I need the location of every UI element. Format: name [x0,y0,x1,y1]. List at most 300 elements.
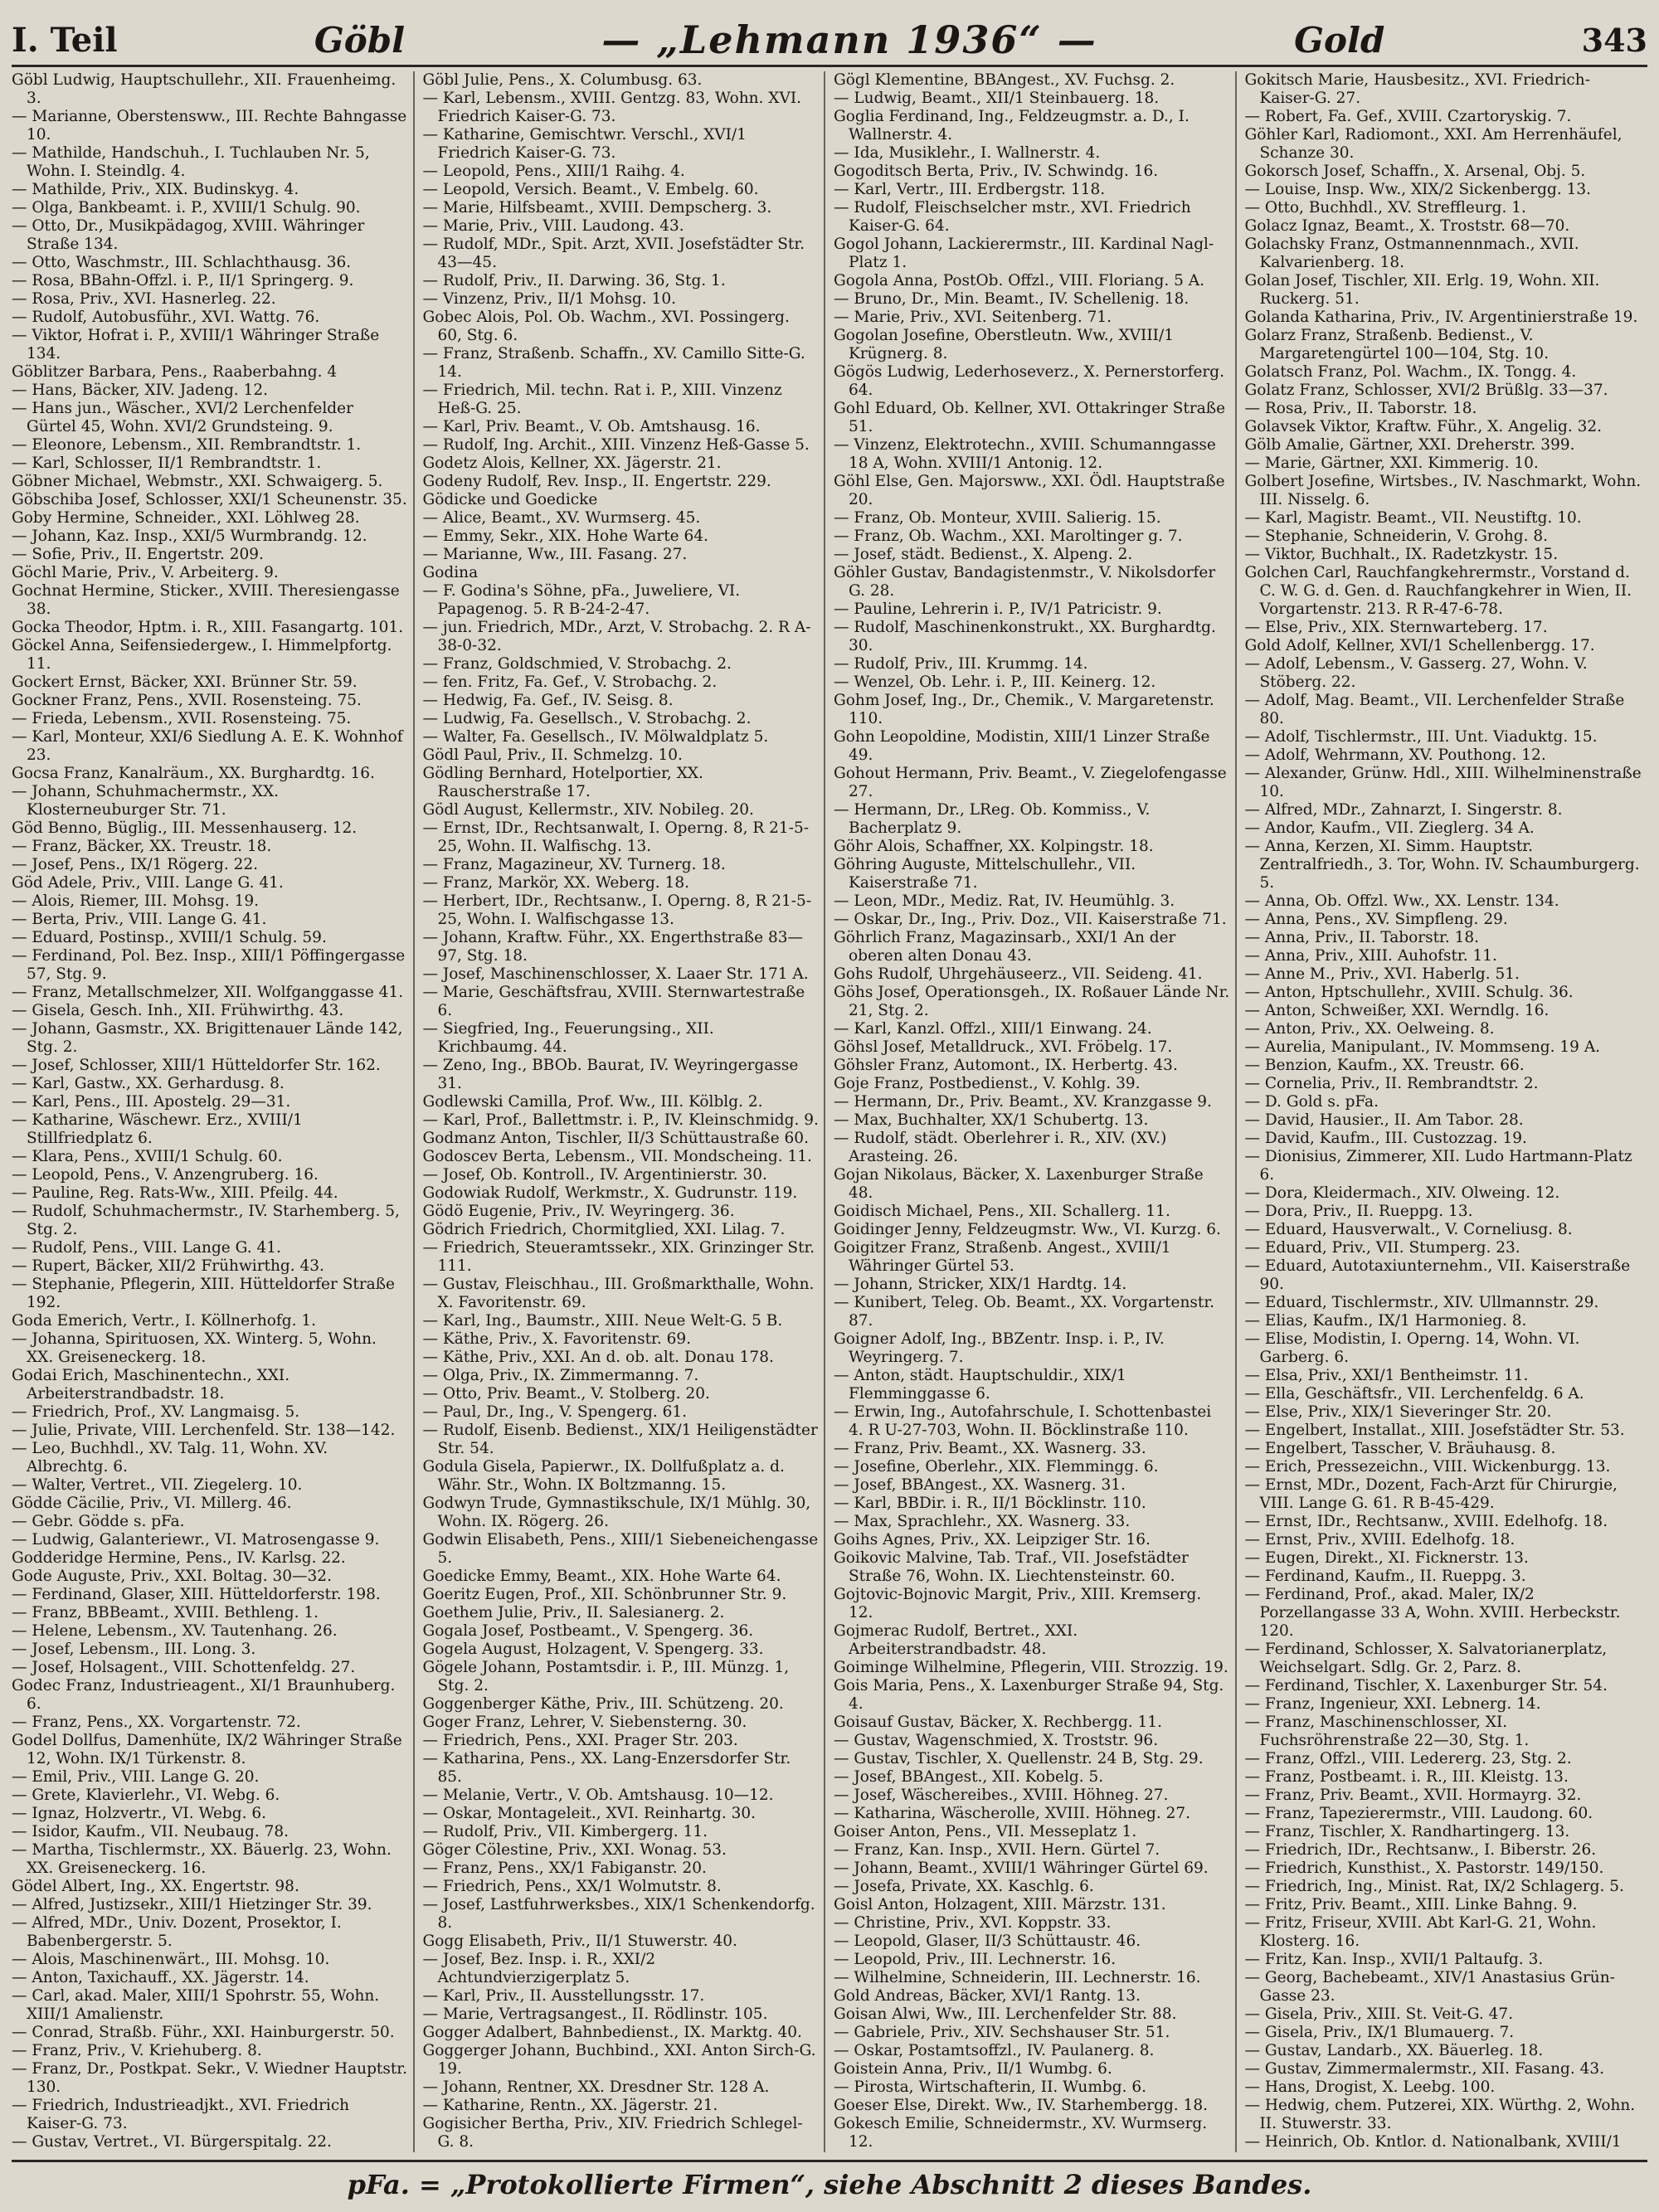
directory-entry: — Johann, Kraftw. Führ., XX. Engerthstraße 83—97, Stg. 18. [422,929,803,965]
directory-entry: Golavsek Viktor, Kraftw. Führ., X. Angelig. 32. [1244,418,1603,435]
directory-entry: — Otto, Waschmstr., III. Schlachthausg. 36. [12,254,352,271]
directory-entry: — Zeno, Ing., BBOb. Baurat, IV. Weyringergasse 31. [422,1057,799,1092]
directory-entry: Goidinger Jenny, Feldzeugmstr. Ww., VI. Kurzg. 6. [834,1221,1221,1238]
directory-entry: — Otto, Priv. Beamt., V. Stolberg. 20. [422,1385,710,1403]
first-entry-keyword: Göbl [314,19,406,61]
directory-entry: — Franz, Tapezierermstr., VIII. Laudong. 60. [1244,1805,1593,1822]
directory-entry: — Franz, Ob. Monteur, XVIII. Salierig. 15. [834,509,1161,527]
directory-entry: — Ferdinand, Glaser, XIII. Hütteldorferstr. 198. [12,1586,381,1603]
directory-entry: — Engelbert, Tasscher, V. Bräuhausg. 8. [1244,1440,1556,1457]
directory-entry: — Kunibert, Teleg. Ob. Beamt., XX. Vorgartenstr. 87. [834,1294,1215,1330]
directory-entry: — David, Kaufm., III. Custozzag. 19. [1244,1130,1527,1147]
directory-entry: — Else, Priv., XIX/1 Sieveringer Str. 20. [1244,1403,1552,1421]
directory-entry: — Martha, Tischlermstr., XX. Bäuerlg. 23, Wohn. XX. Greiseneckerg. 16. [12,1841,392,1877]
directory-entry: — Karl, Magistr. Beamt., VII. Neustiftg. 10. [1244,509,1582,527]
directory-entry: — Rudolf, Autobusführ., XVI. Wattg. 76. [12,309,320,326]
directory-entry: — Rudolf, Schuhmachermstr., IV. Starhemberg. 5, Stg. 2. [12,1203,400,1238]
directory-entry: Gödö Eugenie, Priv., IV. Weyringerg. 36. [422,1203,735,1220]
directory-entry: Gohout Hermann, Priv. Beamt., V. Ziegelofengasse 27. [834,765,1227,800]
page-number: 343 [1581,21,1647,59]
directory-entry: Godlewski Camilla, Prof. Ww., III. Kölblg. 2. [422,1093,763,1111]
last-entry-keyword: Gold [1294,19,1385,61]
directory-entry: — Stephanie, Pflegerin, XIII. Hütteldorfer Straße 192. [12,1276,395,1311]
directory-entry: — Viktor, Hofrat i. P., XVIII/1 Währinger Straße 134. [12,327,380,362]
directory-entry: — Wilhelmine, Schneiderin, III. Lechnerstr. 16. [834,1969,1201,1986]
directory-entry: Godula Gisela, Papierwr., IX. Dollfußplatz a. d. Währ. Str., Wohn. IX Boltzmanng. 15. [422,1458,785,1494]
directory-entry: — Herbert, IDr., Rechtsanw., I. Operng. 8, R 21-5-25, Wohn. I. Walfischgasse 13. [422,892,812,928]
directory-entry: Godetz Alois, Kellner, XX. Jägerstr. 21. [422,455,722,472]
directory-entry: — D. Gold s. pFa. [1244,1093,1379,1111]
directory-entry: — Karl, Priv. Beamt., V. Ob. Amtshausg. 16. [422,418,761,435]
directory-entry: — Conrad, Straßb. Führ., XXI. Hainburgerstr. 50. [12,2024,395,2041]
directory-entry: — Mathilde, Handschuh., I. Tuchlauben Nr. 5, Wohn. I. Steindlg. 4. [12,144,370,180]
directory-entry [12,2151,408,2152]
directory-entry: Godwyn Trude, Gymnastikschule, IX/1 Mühlg. 30, Wohn. IX. Rögerg. 26. [422,1495,811,1530]
directory-entry: — Alfred, MDr., Univ. Dozent, Prosektor, I. Babenbergerstr. 5. [12,1914,342,1950]
directory-entry: — Rudolf, MDr., Spit. Arzt, XVII. Josefstädter Str. 43—45. [422,236,805,271]
directory-entry: — Franz, Tischler, X. Randhartingerg. 13. [1244,1823,1570,1840]
directory-entry: — Bruno, Dr., Min. Beamt., IV. Schellenig. 18. [834,290,1190,308]
directory-entry: — Friedrich, Pens., XX/1 Wolmutstr. 8. [422,1878,722,1895]
directory-entry: Goidisch Michael, Pens., XII. Schallerg. 11. [834,1203,1170,1220]
directory-entry: — Johann, Stricker, XIX/1 Hardtg. 14. [834,1276,1127,1293]
page-header [12,15,1647,67]
directory-entry: Godmanz Anton, Tischler, II/3 Schüttaustraße 60. [422,1130,809,1147]
directory-entry: — Gebr. Gödde s. pFa. [12,1513,185,1530]
directory-entry: — Melanie, Vertr., V. Ob. Amtshausg. 10—12. [422,1787,774,1804]
directory-entry: Goda Emerich, Vertr., I. Köllnerhofg. 1. [12,1312,317,1330]
directory-entry: — Karl, Ing., Baumstr., XIII. Neue Welt-G. 5 B. [422,1312,783,1330]
publication-title: — „Lehmann 1936“ — [601,17,1097,62]
directory-entry: — Eduard, Autotaxiunternehm., VII. Kaiserstraße 90. [1244,1257,1631,1293]
directory-entry: Gogisicher Bertha, Priv., XIV. Friedrich Schlegel-G. 8. [422,2115,803,2151]
directory-entry: — Josef, Pens., IX/1 Rögerg. 22. [12,856,259,873]
directory-entry: — Fritz, Kan. Insp., XVII/1 Paltaufg. 3. [1244,1951,1544,1968]
directory-entry: — Fritz, Priv. Beamt., XIII. Linke Bahng. 9. [1244,1896,1578,1913]
directory-entry: — Gustav, Wagenschmied, X. Troststr. 96. [834,1732,1159,1749]
directory-entry: — Otto, Dr., Musikpädagog, XVIII. Währinger Straße 134. [12,217,365,253]
directory-entry: — Stephanie, Schneiderin, V. Grohg. 8. [1244,527,1549,545]
directory-entry: Godoscev Berta, Lebensm., VII. Mondscheing. 11. [422,1148,812,1165]
directory-entry: Gödl August, Kellermstr., XIV. Nobileg. 20. [422,801,754,819]
directory-entry: — Dora, Priv., II. Rueppg. 13. [1244,1203,1473,1220]
directory-entry: Gogolan Josefine, Oberstleutn. Ww., XVIII/1 Krügnerg. 8. [834,327,1174,362]
directory-entry: — Mathilde, Priv., XIX. Budinskyg. 4. [12,181,299,198]
directory-entry: Goethem Julie, Priv., II. Salesianerg. 2. [422,1604,725,1621]
directory-entry: — Eugen, Direkt., XI. Ficknerstr. 13. [1244,1549,1529,1567]
directory-entry: Godwin Elisabeth, Pens., XIII/1 Siebeneichengasse 5. [422,1531,819,1567]
directory-entry: Gohm Josef, Ing., Dr., Chemik., V. Margaretenstr. 110. [834,692,1214,727]
directory-entry: — Josef, BBAngest., XX. Wasnerg. 31. [834,1476,1126,1494]
directory-entry: — Dionisius, Zimmerer, XII. Ludo Hartmann-Platz 6. [1244,1148,1632,1184]
directory-entry: — Walter, Vertret., VII. Ziegelerg. 10. [12,1476,303,1494]
directory-entry: — Gustav, Tischler, X. Quellenstr. 24 B, Stg. 29. [834,1750,1204,1767]
directory-entry: — Friedrich, Mil. techn. Rat i. P., XIII. Vinzenz Heß-G. 25. [422,382,782,417]
directory-entry: — Gustav, Vertret., VI. Bürgerspitalg. 22. [12,2133,332,2151]
directory-entry: Gögös Ludwig, Lederhoseverz., X. Pernerstorferg. 64. [834,363,1224,399]
directory-entry: — Rudolf, Priv., III. Krummg. 14. [834,655,1088,673]
directory-entry: — Johann, Kaz. Insp., XXI/5 Wurmbrandg. 12. [12,527,367,545]
directory-entry: Gogger Adalbert, Bahnbedienst., IX. Marktg. 40. [422,2024,802,2041]
directory-entry: — Gisela, Priv., XIII. St. Veit-G. 47. [1244,2005,1514,2023]
directory-entry: Gogela August, Holzagent, V. Spengerg. 33. [422,1641,764,1658]
directory-entry: — Marie, Priv., VIII. Laudong. 43. [422,217,684,235]
directory-entry: — Josef, städt. Bedienst., X. Alpeng. 2. [834,546,1133,563]
directory-entry: — Leopold, Pens., V. Anzengruberg. 16. [12,1166,319,1184]
directory-entry: — Ignaz, Holzvertr., VI. Webg. 6. [12,1805,267,1822]
directory-entry: — Karl, BBDir. i. R., II/1 Böcklinstr. 110. [834,1495,1146,1512]
directory-entry: — Eduard, Tischlermstr., XIV. Ullmannstr. 29. [1244,1294,1599,1311]
directory-entry: Göblitzer Barbara, Pens., Raaberbahng. 4 [12,363,338,381]
directory-entry: Göhsler Franz, Automont., IX. Herbertg. 43. [834,1057,1178,1074]
directory-entry: — Gustav, Zimmermalermstr., XII. Fasang. 43. [1244,2060,1605,2078]
directory-entry: Göbner Michael, Webmstr., XXI. Schwaigerg. 5. [12,473,383,490]
directory-entry: — Josef, Bez. Insp. i. R., XXI/2 Achtundvierzigerplatz 5. [422,1951,656,1986]
directory-entry: Goihs Agnes, Priv., XX. Leipziger Str. 16. [834,1531,1151,1548]
directory-entry: — Vinzenz, Elektrotechn., XVIII. Schumanngasse 18 A, Wohn. XVIII/1 Antonig. 12. [834,436,1216,472]
directory-entry: — Ferdinand, Prof., akad. Maler, IX/2 Porzellangasse 33 A, Wohn. XVIII. Herbeckstr. 120. [1244,1586,1621,1640]
directory-entry: Gold Andreas, Bäcker, XVI/1 Rantg. 13. [834,1987,1141,2005]
directory-entry: — Josefine, Oberlehr., XIX. Flemmingg. 6. [834,1458,1159,1475]
directory-entry: — Alois, Riemer, III. Mohsg. 19. [12,892,260,910]
directory-entry: Golatz Franz, Schlosser, XVI/2 Brüßlg. 33—37. [1244,382,1608,399]
directory-entry: — Carl, akad. Maler, XIII/1 Spohrstr. 55, Wohn. XIII/1 Amalienstr. [12,1987,380,2023]
directory-entry: — Hermann, Dr., Priv. Beamt., XV. Kranzgasse 9. [834,1093,1212,1111]
directory-entry: — Franz, Markör, XX. Weberg. 18. [422,874,689,892]
directory-entry: — Eduard, Postinsp., XVIII/1 Schulg. 59. [12,929,327,946]
directory-entry: — Helene, Lebensm., XV. Tautenhang. 26. [12,1622,338,1640]
directory-entry: — F. Godina's Söhne, pFa., Juweliere, VI. Papagenog. 5. R B-24-2-47. [422,582,741,618]
directory-entry: — Erwin, Ing., Autofahrschule, I. Schottenbastei 4. R U-27-703, Wohn. II. Böcklinstraße 110. [834,1403,1212,1439]
directory-entry: — Alexander, Grünw. Hdl., XIII. Wilhelminenstraße 10. [1244,765,1642,800]
directory-entry: — Ida, Musiklehr., I. Wallnerstr. 4. [834,144,1101,162]
directory-entry: — Franz, Metallschmelzer, XII. Wolfganggasse 41. [12,984,404,1001]
directory-entry: — Otto, Buchhdl., XV. Streffleurg. 1. [1244,199,1526,216]
directory-entry: Göbl Ludwig, Hauptschullehr., XII. Frauenheimg. 3. [12,71,397,107]
directory-entry: Gölb Amalie, Gärtner, XXI. Dreherstr. 399. [1244,436,1575,454]
directory-entry: — Rudolf, Fleischselcher mstr., XVI. Friedrich Kaiser-G. 64. [834,199,1191,235]
directory-entry: — Oskar, Postamtsoffzl., IV. Paulanerg. 8. [834,2042,1155,2059]
directory-entry: — Franz, Magazineur, XV. Turnerg. 18. [422,856,726,873]
directory-entry: — Karl, Priv., II. Ausstellungsstr. 17. [422,1987,705,2005]
directory-entry: — Else, Priv., XIX. Sternwarteberg. 17. [1244,619,1548,636]
directory-entry [423,2151,820,2152]
directory-entry: Goikovic Malvine, Tab. Traf., VII. Josefstädter Straße 76, Wohn. IX. Liechtensteinstr. 60. [834,1549,1189,1585]
directory-entry: Goisauf Gustav, Bäcker, X. Rechbergg. 11. [834,1714,1162,1731]
directory-entry: — Viktor, Buchhalt., IX. Radetzkystr. 15. [1244,546,1559,563]
directory-entry: Göd Adele, Priv., VIII. Lange G. 41. [12,874,284,892]
directory-entry: — Hermann, Dr., LReg. Ob. Kommiss., V. Bacherplatz 9. [834,801,1151,837]
directory-entry: — Franz, BBBeamt., XVIII. Bethleng. 1. [12,1604,319,1621]
directory-entry: — Ludwig, Galanteriewr., VI. Matrosengasse 9. [12,1531,380,1548]
directory-entry: — Pirosta, Wirtschafterin, II. Wumbg. 6. [834,2078,1146,2096]
directory-entry: — Katharina, Wäscherolle, XVIII. Höhneg. 27. [834,1805,1191,1822]
directory-entry: — Eduard, Priv., VII. Stumperg. 23. [1244,1239,1520,1257]
directory-entry: — Vinzenz, Priv., II/1 Mohsg. 10. [422,290,676,308]
directory-entry: — Anton, Hptschullehr., XVIII. Schulg. 36. [1244,984,1574,1001]
directory-entry: — Leopold, Versich. Beamt., V. Embelg. 60. [422,181,759,198]
directory-entry: — Friedrich, Steueramtssekr., XIX. Grinzinger Str. 111. [422,1239,815,1275]
directory-entry: Gögl Klementine, BBAngest., XV. Fuchsg. 2. [834,71,1175,89]
directory-entry: Göhsl Josef, Metalldruck., XVI. Fröbelg. 17. [834,1038,1173,1056]
directory-entry: Goggenberger Käthe, Priv., III. Schützeng. 20. [422,1695,784,1713]
directory-entry: — Franz, Goldschmied, V. Strobachg. 2. [422,655,732,673]
directory-entry: Göhler Karl, Radiomont., XXI. Am Herrenhäufel, Schanze 30. [1244,126,1623,162]
directory-entry: — Elias, Kaufm., IX/1 Harmonieg. 8. [1244,1312,1527,1330]
directory-entry: Goiser Anton, Pens., VII. Messeplatz 1. [834,1823,1137,1840]
directory-entry: — Emil, Priv., VIII. Lange G. 20. [12,1768,260,1786]
directory-entry: — Oskar, Montageleit., XVI. Reinhartg. 30. [422,1805,757,1822]
directory-entry: — Rudolf, städt. Oberlehrer i. R., XIV. (XV.) Arasteing. 26. [834,1130,1167,1165]
directory-entry: — Gustav, Fleischhau., III. Großmarkthalle, Wohn. X. Favoritenstr. 69. [422,1276,815,1311]
directory-entry: — Dora, Kleidermach., XIV. Olweing. 12. [1244,1184,1560,1202]
directory-entry: Gogol Johann, Lackierermstr., III. Kardinal Nagl-Platz 1. [834,236,1214,271]
directory-entry: Goglia Ferdinand, Ing., Feldzeugmstr. a. D., I. Wallnerstr. 4. [834,108,1190,143]
directory-entry: Gokesch Emilie, Schneidermstr., XV. Wurmserg. 12. [834,2115,1208,2151]
directory-entry: Gojmerac Rudolf, Bertret., XXI. Arbeiterstrandbadstr. 48. [834,1622,1078,1658]
directory-entry: — Anton, Taxichauff., XX. Jägerstr. 14. [12,1969,309,1986]
directory-entry: Gogala Josef, Postbeamt., V. Spengerg. 36. [422,1622,754,1640]
directory-entry: — Rudolf, Pens., VIII. Lange G. 41. [12,1239,281,1257]
directory-entry: — Olga, Priv., IX. Zimmermanng. 7. [422,1367,699,1384]
directory-entry: — Friedrich, Pens., XXI. Prager Str. 203. [422,1732,738,1749]
directory-entry: Gockner Franz, Pens., XVII. Rosensteing. 75. [12,692,362,709]
directory-entry: — Ludwig, Beamt., XII/1 Steinbauerg. 18. [834,90,1160,107]
directory-entry: — Engelbert, Installat., XIII. Josefstädter Str. 53. [1244,1422,1625,1439]
directory-entry: Gödicke und Goedicke [422,491,598,508]
directory-entry: — Anna, Kerzen, XI. Simm. Hauptstr. Zentralfriedh., 3. Tor, Wohn. IV. Schaumburgerg. 5. [1244,838,1640,892]
directory-entry: — Franz, Priv. Beamt., XX. Wasnerg. 33. [834,1440,1146,1457]
directory-entry: Göchl Marie, Priv., V. Arbeiterg. 9. [12,564,279,581]
directory-entry: — Josef, Lebensm., III. Long. 3. [12,1641,256,1658]
directory-entry: — Franz, Priv., V. Kriehuberg. 8. [12,2042,262,2059]
directory-entry: — Katharina, Pens., XX. Lang-Enzersdorfer Str. 85. [422,1750,791,1786]
directory-entry: — Leo, Buchhdl., XV. Talg. 11, Wohn. XV. Albrechtg. 6. [12,1440,328,1475]
directory-entry: Gobec Alois, Pol. Ob. Wachm., XVI. Possingerg. 60, Stg. 6. [422,309,790,344]
directory-entry: — Berta, Priv., VIII. Lange G. 41. [12,911,267,928]
directory-entry: — Eleonore, Lebensm., XII. Rembrandtstr. 1. [12,436,362,454]
directory-entry: Göbschiba Josef, Schlosser, XXI/1 Scheunenstr. 35. [12,491,407,508]
directory-entry: — Elise, Modistin, I. Operng. 14, Wohn. VI. Garberg. 6. [1244,1330,1580,1366]
directory-entry: — Karl, Pens., III. Apostelg. 29—31. [12,1093,291,1111]
directory-entry: — Franz, Straßenb. Schaffn., XV. Camillo Sitte-G. 14. [422,345,805,381]
directory-entry: — Ernst, IDr., Rechtsanwalt, I. Operng. 8, R 21-5-25, Wohn. II. Walfischg. 13. [422,819,809,855]
directory-entry: — Marie, Gärtner, XXI. Kimmerig. 10. [1244,455,1539,472]
directory-entry: — Andor, Kaufm., VII. Zieglerg. 34 A. [1244,819,1535,837]
directory-entry: Gochnat Hermine, Sticker., XVIII. Theresiengasse 38. [12,582,400,618]
directory-entry: — Alois, Maschinenwärt., III. Mohsg. 10. [12,1951,330,1968]
directory-entry: — Ferdinand, Tischler, X. Laxenburger Str. 54. [1244,1677,1608,1694]
directory-entry: Göd Benno, Büglig., III. Messenhauserg. 12. [12,819,358,837]
directory-entry: — Gustav, Landarb., XX. Bäuerleg. 18. [1244,2042,1544,2059]
directory-entry: — Franz, Ingenieur, XXI. Lebnerg. 14. [1244,1695,1541,1713]
directory-entry: — Pauline, Reg. Rats-Ww., XIII. Pfeilg. 44. [12,1184,338,1202]
directory-entry: Gogg Elisabeth, Priv., II/1 Stuwerstr. 40. [422,1932,737,1950]
directory-entry: — Johanna, Spirituosen, XX. Winterg. 5, Wohn. XX. Greiseneckerg. 18. [12,1330,377,1366]
directory-entry: — Ferdinand, Schlosser, X. Salvatorianerplatz, Weichselgart. Sdlg. Gr. 2, Parz. 8. [1244,1641,1608,1676]
directory-entry: — Friedrich, IDr., Rechtsanw., I. Biberstr. 26. [1244,1841,1597,1859]
directory-entry: — Franz, Maschinenschlosser, XI. Fuchsröhrenstraße 22—30, Stg. 1. [1244,1714,1530,1749]
directory-entry: — Käthe, Priv., XXI. An d. ob. alt. Donau 178. [422,1349,774,1366]
directory-entry: — Franz, Postbeamt. i. R., III. Kleistg. 13. [1244,1768,1569,1786]
directory-entry: Gohn Leopoldine, Modistin, XIII/1 Linzer Straße 49. [834,728,1210,764]
directory-entry: Gogola Anna, PostOb. Offzl., VIII. Floriang. 5 A. [834,272,1204,289]
directory-entry: — Rudolf, Maschinenkonstrukt., XX. Burghardtg. 30. [834,619,1216,654]
directory-entry: Gödl Paul, Priv., II. Schmelzg. 10. [422,746,683,764]
directory-entry: — Friedrich, Kunsthist., X. Pastorstr. 149/150. [1244,1860,1604,1877]
directory-entry: — Friedrich, Industrieadjkt., XVI. Friedrich Kaiser-G. 73. [12,2097,350,2132]
directory-entry: — Alice, Beamt., XV. Wurmserg. 45. [422,509,701,527]
directory-entry: — Marie, Vertragsangest., II. Rödlinstr. 105. [422,2005,768,2023]
directory-entry: Gödling Bernhard, Hotelportier, XX. Rauscherstraße 17. [422,765,703,800]
directory-entry: — Emmy, Sekr., XIX. Hohe Warte 64. [422,527,708,545]
directory-entry: — Karl, Schlosser, II/1 Rembrandtstr. 1. [12,455,322,472]
directory-entry: — Ella, Geschäftsfr., VII. Lerchenfeldg. 6 A. [1244,1385,1584,1403]
section-label: I. Teil [12,20,118,60]
directory-entry: — Johann, Beamt., XVIII/1 Währinger Gürtel 69. [834,1860,1209,1877]
directory-entry: — Leopold, Priv., III. Lechnerstr. 16. [834,1951,1117,1968]
directory-entry: — Marie, Hilfsbeamt., XVIII. Dempscherg. 3. [422,199,772,216]
directory-entry: — Isidor, Kaufm., VII. Neubaug. 78. [12,1823,289,1840]
directory-entry: — Katharine, Gemischtwr. Verschl., XVI/1 Friedrich Kaiser-G. 73. [422,126,747,162]
directory-entry: — Anna, Ob. Offzl. Ww., XX. Lenstr. 134. [1244,892,1559,910]
directory-entry: Goisl Anton, Holzagent, XIII. Märzstr. 131. [834,1896,1166,1913]
directory-entry: — Leon, MDr., Mediz. Rat, IV. Heumühlg. 3. [834,892,1175,910]
directory-entry: — Josef, Schlosser, XIII/1 Hütteldorfer Str. 162. [12,1057,381,1074]
directory-entry: Gödrich Friedrich, Chormitglied, XXI. Lilag. 7. [422,1221,786,1238]
directory-entry: Godowiak Rudolf, Werkmstr., X. Gudrunstr. 119. [422,1184,798,1202]
directory-entry: — Friedrich, Prof., XV. Langmaisg. 5. [12,1403,300,1421]
directory-entry: — Josef, Ob. Kontroll., IV. Argentinierstr. 30. [422,1166,767,1184]
directory-entry: — Cornelia, Priv., II. Rembrandtstr. 2. [1244,1075,1539,1092]
directory-entry: — Julie, Private, VIII. Lerchenfeld. Str. 138—142. [12,1422,396,1439]
directory-entry: Golanda Katharina, Priv., IV. Argentinierstraße 19. [1244,309,1638,326]
directory-entry: — Alfred, Justizsekr., XIII/1 Hietzinger Str. 39. [12,1896,372,1913]
directory-entry: — Frieda, Lebensm., XVII. Rosensteing. 75. [12,710,352,727]
directory-entry: — Franz, Pens., XX/1 Fabiganstr. 20. [422,1860,707,1877]
directory-entry: — Adolf, Lebensm., V. Gasserg. 27, Wohn. V. Stöberg. 22. [1244,655,1588,691]
directory-entry: Godec Franz, Industrieagent., XI/1 Braunhuberg. 6. [12,1677,396,1713]
directory-entry: Gold Adolf, Kellner, XVI/1 Schellenbergg. 17. [1244,637,1595,654]
directory-entry: — Ernst, Priv., XVIII. Edelhofg. 18. [1244,1531,1515,1548]
directory-entry: — Erich, Pressezeichn., VIII. Wickenburgg. 13. [1244,1458,1611,1475]
directory-entry: Golchen Carl, Rauchfangkehrermstr., Vorstand d. C. W. G. d. Gen. d. Rauchfangkehrer in Wien, II. Vorgartenstr. 213. R R-47-6-78. [1244,564,1632,618]
directory-columns [12,71,1647,2152]
directory-entry: — Marie, Geschäftsfrau, XVIII. Sternwartestraße 6. [422,984,805,1019]
directory-entry: Göhring Auguste, Mittelschullehr., VII. Kaiserstraße 71. [834,856,1136,892]
directory-entry: — Benzion, Kaufm., XX. Treustr. 66. [1244,1057,1525,1074]
directory-entry: Golachsky Franz, Ostmannennmach., XVII. Kalvarienberg. 18. [1244,236,1579,271]
directory-entry: Goger Franz, Lehrer, V. Siebensterng. 30. [422,1714,747,1731]
directory-entry: — fen. Fritz, Fa. Gef., V. Strobachg. 2. [422,673,718,691]
directory-entry: — Walter, Fa. Gesellsch., IV. Mölwaldplatz 5. [422,728,769,746]
directory-entry: — Ferdinand, Kaufm., II. Rueppg. 3. [1244,1568,1526,1585]
directory-entry: Goby Hermine, Schneider., XXI. Löhlweg 28. [12,509,360,527]
directory-entry: — Pauline, Lehrerin i. P., IV/1 Patricistr. 9. [834,600,1162,618]
directory-entry: — Josefa, Private, XX. Kaschlg. 6. [834,1878,1094,1895]
directory-entry: — Josef, Maschinenschlosser, X. Laaer Str. 171 A. [422,965,809,983]
directory-entry: Göhs Josef, Operationsgeh., IX. Roßauer Lände Nr. 21, Stg. 2. [834,984,1230,1019]
directory-entry: — Max, Buchhalter, XX/1 Schubertg. 13. [834,1111,1149,1129]
directory-entry: Gokitsch Marie, Hausbesitz., XVI. Friedrich-Kaiser-G. 27. [1244,71,1590,107]
directory-entry: — Katharine, Rentn., XX. Jägerstr. 21. [422,2097,718,2114]
directory-entry: — Karl, Vertr., III. Erdbergstr. 118. [834,181,1106,198]
directory-entry: Godderidge Hermine, Pens., IV. Karlsg. 22. [12,1549,346,1567]
directory-entry: — Leopold, Pens., XIII/1 Raihg. 4. [422,163,685,180]
directory-entry: Göhrlich Franz, Magazinsarb., XXI/1 An der oberen alten Donau 43. [834,929,1176,965]
directory-entry: — Oskar, Dr., Ing., Priv. Doz., VII. Kaiserstraße 71. [834,911,1227,928]
directory-entry: — Josef, Wäschereibes., XVIII. Höhneg. 27. [834,1787,1169,1804]
directory-entry: — Anton, Priv., XX. Oelweing. 8. [1244,1020,1495,1038]
directory-entry: Goisan Alwi, Ww., III. Lerchenfelder Str. 88. [834,2005,1177,2023]
directory-entry: — Aurelia, Manipulant., IV. Mommseng. 19 A. [1244,1038,1601,1056]
directory-entry: — Franz, Offzl., VIII. Ledererg. 23, Stg. 2. [1244,1750,1572,1767]
directory-entry: — Grete, Klavierlehr., VI. Webg. 6. [12,1787,280,1804]
page-footer: pFa. = „Protokollierte Firmen“, siehe Abschnitt 2 dieses Bandes. [12,2160,1647,2200]
directory-entry: Göger Cölestine, Priv., XXI. Wonag. 53. [422,1841,727,1859]
directory-entry: — Karl, Gastw., XX. Gerhardusg. 8. [12,1075,285,1092]
directory-entry: — Gisela, Priv., IX/1 Blumauerg. 7. [1244,2024,1515,2041]
directory-entry: — Hans, Drogist, X. Leebg. 100. [1244,2078,1496,2096]
directory-entry: Goiminge Wilhelmine, Pflegerin, VIII. Strozzig. 19. [834,1659,1228,1676]
column-1 [12,71,415,2152]
directory-entry: — Karl, Monteur, XXI/6 Siedlung A. E. K. Wohnhof 23. [12,728,403,764]
directory-entry: — Leopold, Glaser, II/3 Schüttaustr. 46. [834,1932,1141,1950]
directory-entry: — Anton, städt. Hauptschuldir., XIX/1 Flemminggasse 6. [834,1367,1126,1403]
directory-entry: Golacz Ignaz, Beamt., X. Troststr. 68—70. [1244,217,1570,235]
directory-entry: — Franz, Ob. Wachm., XXI. Maroltinger g. 7. [834,527,1183,545]
directory-entry: Golatsch Franz, Pol. Wachm., IX. Tongg. 4. [1244,363,1577,381]
column-3 [834,71,1237,2152]
directory-entry: Göckel Anna, Seifensiedergew., I. Himmelpfortg. 11. [12,637,392,673]
directory-entry: Gödde Cäcilie, Priv., VI. Millerg. 46. [12,1495,292,1512]
directory-entry: — Hans, Bäcker, XIV. Jadeng. 12. [12,382,268,399]
directory-entry: Gödel Albert, Ing., XX. Engertstr. 98. [12,1878,299,1895]
directory-entry: Gokorsch Josef, Schaffn., X. Arsenal, Obj. 5. [1244,163,1586,180]
directory-entry: — Rudolf, Priv., VII. Kimbergerg. 11. [422,1823,708,1840]
directory-entry: Godai Erich, Maschinentechn., XXI. Arbeiterstrandbadstr. 18. [12,1367,290,1403]
directory-entry: Gois Maria, Pens., X. Laxenburger Straße 94, Stg. 4. [834,1677,1224,1713]
directory-entry: Gockert Ernst, Bäcker, XXI. Brünner Str. 59. [12,673,358,691]
directory-entry: — Wenzel, Ob. Lehr. i. P., III. Keinerg. 12. [834,673,1156,691]
directory-entry: — Franz, Pens., XX. Vorgartenstr. 72. [12,1714,301,1731]
directory-entry: Goeser Else, Direkt. Ww., IV. Starhembergg. 18. [834,2097,1208,2114]
directory-entry: — Johann, Schuhmachermstr., XX. Klosterneuburger Str. 71. [12,783,280,819]
directory-entry: — Eduard, Hausverwalt., V. Corneliusg. 8. [1244,1221,1573,1238]
directory-entry: — Christine, Priv., XVI. Koppstr. 33. [834,1914,1112,1932]
directory-entry: — Sofie, Priv., II. Engertstr. 209. [12,546,264,563]
directory-entry: — Louise, Insp. Ww., XIX/2 Sickenbergg. 13. [1244,181,1592,198]
directory-entry: — Franz, Priv. Beamt., XVII. Hormayrg. 32. [1244,1787,1582,1804]
directory-entry: Goigner Adolf, Ing., BBZentr. Insp. i. P., IV. Weyringerg. 7. [834,1330,1165,1366]
directory-entry: Gogoditsch Berta, Priv., IV. Schwindg. 16. [834,163,1159,180]
directory-entry: — Käthe, Priv., X. Favoritenstr. 69. [422,1330,692,1348]
directory-entry: — Adolf, Mag. Beamt., VII. Lerchenfelder Straße 80. [1244,692,1625,727]
directory-entry: — Olga, Bankbeamt. i. P., XVIII/1 Schulg. 90. [12,199,361,216]
directory-entry: — Anna, Priv., XIII. Auhofstr. 11. [1244,947,1497,965]
directory-entry: Goedicke Emmy, Beamt., XIX. Hohe Warte 64. [422,1568,781,1585]
directory-entry: — Rosa, BBahn-Offzl. i. P., II/1 Springerg. 9. [12,272,354,289]
directory-entry: — Friedrich, Ing., Minist. Rat, IX/2 Schlagerg. 5. [1244,1878,1624,1895]
directory-entry: — Johann, Rentner, XX. Dresdner Str. 128 A. [422,2078,770,2096]
directory-entry: — Franz, Kan. Insp., XVII. Hern. Gürtel 7. [834,1841,1160,1859]
directory-entry: Godeny Rudolf, Rev. Insp., II. Engertstr. 229. [422,473,771,490]
directory-entry: Goeritz Eugen, Prof., XII. Schönbrunner Str. 9. [422,1586,787,1603]
directory-entry: — Rudolf, Eisenb. Bedienst., XIX/1 Heiligenstädter Str. 54. [422,1422,818,1457]
directory-entry: Gocka Theodor, Hptm. i. R., XIII. Fasangartg. 101. [12,619,404,636]
directory-entry: Gohs Rudolf, Uhrgehäuseerz., VII. Seideng. 41. [834,965,1203,983]
directory-entry: Goigitzer Franz, Straßenb. Angest., XVIII/1 Währinger Gürtel 53. [834,1239,1171,1275]
